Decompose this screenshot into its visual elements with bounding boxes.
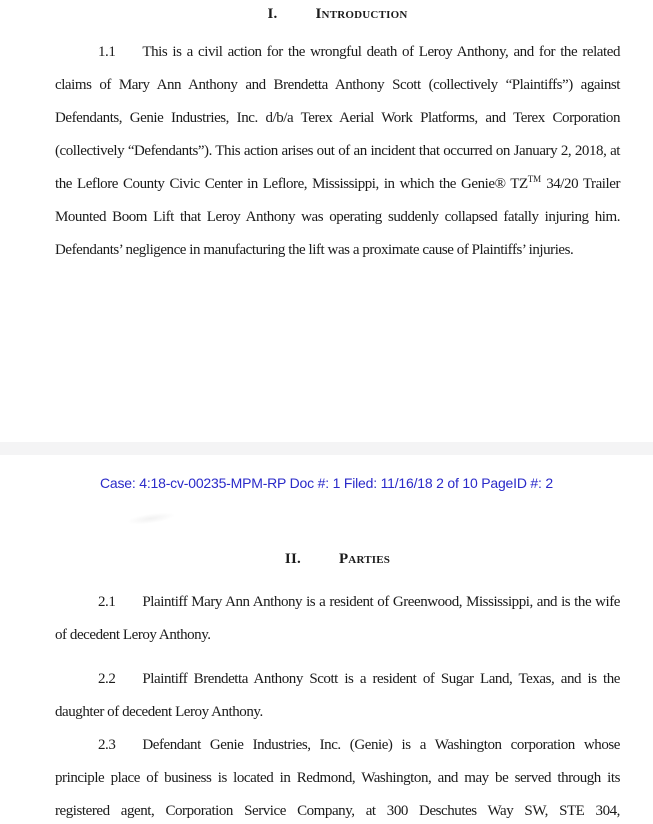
paragraph-2-3 xyxy=(55,729,620,824)
case-stamp: Case: 4:18-cv-00235-MPM-RP Doc #: 1 Filed: 11/16/18 2 of 10 PageID #: 2 xyxy=(100,475,553,491)
paragraph-text: Defendant Genie Industries, Inc. (Genie) is a Washington corporation whose principle place of business is located in Redmond, Washington, and may be served through its registered agent, Corporation Service Company, at 300 Deschutes Way SW, STE 304, xyxy=(55,737,620,819)
paragraph-1-1 xyxy=(55,36,620,267)
paragraph-2-2 xyxy=(55,663,620,729)
paragraph-2-1 xyxy=(55,586,620,652)
paragraph-number: 1.1 xyxy=(98,44,116,60)
trademark-superscript: TM xyxy=(527,174,542,184)
paragraph-text: Plaintiff Brendetta Anthony Scott is a resident of Sugar Land, Texas, and is the daughter of decedent Leroy Anthony. xyxy=(55,671,620,720)
page2-content xyxy=(0,551,653,824)
paragraph-number: 2.1 xyxy=(98,594,116,610)
page1-content xyxy=(0,0,653,267)
section-number: I. xyxy=(267,6,278,22)
section-heading-introduction xyxy=(55,6,620,22)
scan-smudge xyxy=(128,511,175,526)
section-number: II. xyxy=(284,551,301,567)
section-heading-parties xyxy=(55,551,620,567)
page-separator-band xyxy=(0,442,653,455)
paragraph-text: Plaintiff Mary Ann Anthony is a resident of Greenwood, Mississippi, and is the wife of decedent Leroy Anthony. xyxy=(55,594,620,643)
paragraph-text-continued: 34/20 Trailer Mounted Boom Lift that Leroy Anthony was operating suddenly collapsed fatally injuring him. Defendants’ negligence in manufacturing the lift was a proximate cause of Plaintiffs’ injuries. xyxy=(55,176,620,258)
paragraph-number: 2.2 xyxy=(98,671,116,687)
paragraph-number: 2.3 xyxy=(98,737,116,753)
section-title: Parties xyxy=(338,551,391,567)
paragraph-text: This is a civil action for the wrongful death of Leroy Anthony, and for the related claims of Mary Ann Anthony and Brendetta Anthony Scott (collectively “Plaintiffs”) against Defendants, Genie Industries, Inc. d/b/a Terex Aerial Work Platforms, and Terex Corporation (collectively “Defendants”). This action arises out of an incident that occurred on January 2, 2018, at the Leflore County Civic Center in Leflore, Mississippi, in which the Genie® TZ xyxy=(55,44,620,192)
section-title: Introduction xyxy=(315,6,408,22)
